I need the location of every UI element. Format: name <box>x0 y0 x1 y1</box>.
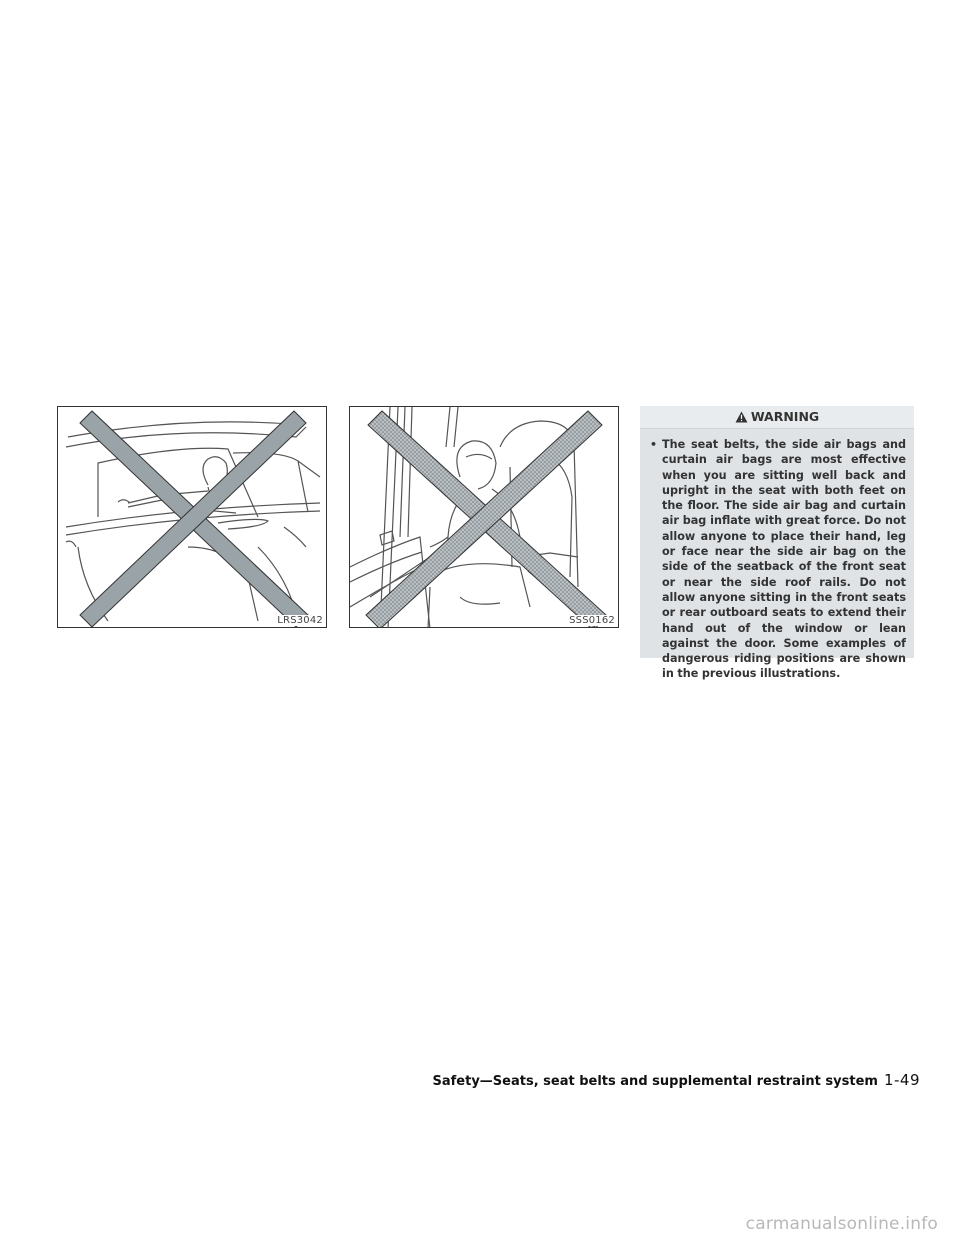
child-seat-drawing <box>350 407 619 628</box>
figure-code: LRS3042 <box>277 615 323 626</box>
x-cross-icon <box>80 411 308 627</box>
page-footer <box>433 1071 921 1089</box>
page-number: 1-49 <box>883 1071 920 1089</box>
warning-header <box>640 406 914 429</box>
warning-triangle-icon <box>735 411 748 423</box>
illustration-arm-out-window <box>57 406 327 628</box>
warning-item <box>650 437 906 682</box>
watermark: carmanualsonline.info <box>745 1214 938 1234</box>
warning-text: The seat belts, the side air bags and curtain air bags are most effective when you are sitting well back and upright in the seat with both feet on the floor. The side air bag and curtain air bag inflate with great force. Do not allow anyone to place their hand, leg or face near the side air bag on the side of the seatback of the front seat or near the side roof rails. Do not allow anyone sitting in the front seats or rear outboard seats to extend their hand out of the window or lean against the door. Some examples of dangerous riding positions are shown in the previous illustrations. <box>662 438 906 681</box>
warning-title: WARNING <box>750 409 820 424</box>
figure-code: SSS0162 <box>569 615 615 626</box>
section-title: Safety—Seats, seat belts and supplemental restraint system <box>432 1074 878 1089</box>
illustration-child-leaning-on-door <box>349 406 619 628</box>
bullet: • <box>650 438 658 451</box>
warning-box <box>640 406 914 681</box>
car-window-drawing <box>58 407 327 628</box>
